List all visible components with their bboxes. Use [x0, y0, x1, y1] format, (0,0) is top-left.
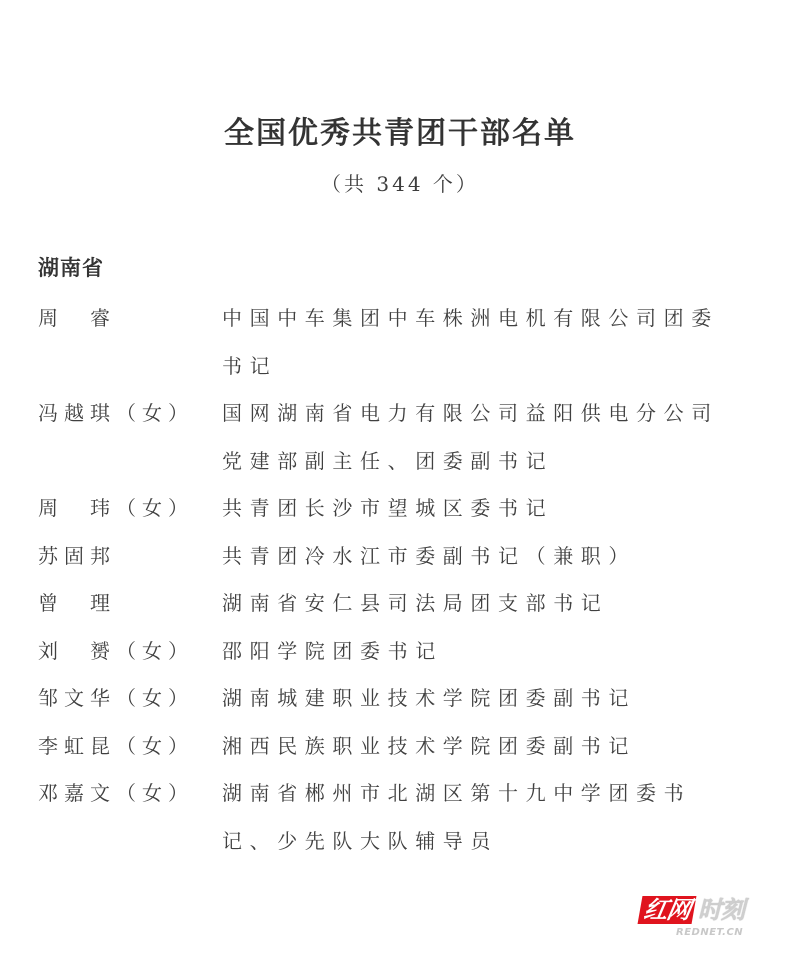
honoree-list: [0, 295, 800, 865]
rednet-watermark-logo: [640, 895, 790, 945]
list-item: [0, 628, 800, 676]
list-item: [0, 533, 800, 581]
list-item: [0, 770, 800, 865]
honoree-position: 湖南省安仁县司法局团支部书记: [222, 591, 609, 615]
honoree-position: 共青团长沙市望城区委书记: [222, 496, 554, 520]
watermark-domain: REDNET.CN: [676, 927, 744, 938]
honoree-position: 湘西民族职业技术学院团委副书记: [222, 733, 636, 758]
section-heading-province: 湖南省: [38, 256, 104, 280]
document-subtitle-count: （共 344 个）: [321, 172, 479, 196]
watermark-brand: [640, 895, 790, 925]
list-item: [0, 675, 800, 723]
list-item: [0, 390, 800, 485]
honoree-name: 周 玮（女）: [38, 496, 194, 520]
honoree-name: 曾 理: [38, 591, 116, 615]
list-item: [0, 580, 800, 628]
honoree-name: 周 睿: [38, 306, 116, 330]
watermark-brand-gray: 时刻: [698, 896, 744, 924]
honoree-name: 冯越琪（女）: [38, 401, 194, 425]
honoree-name: 邓嘉文（女）: [38, 781, 194, 805]
list-item: [0, 295, 800, 390]
honoree-position: 湖南城建职业技术学院团委副书记: [222, 686, 636, 710]
honoree-position: 共青团冷水江市委副书记（兼职）: [222, 543, 636, 568]
list-item: [0, 723, 800, 771]
honoree-name: 苏固邦: [38, 543, 116, 568]
honoree-name: 李虹昆（女）: [38, 733, 194, 758]
honoree-name: 刘 赟（女）: [38, 638, 194, 663]
honoree-position: 国网湖南省电力有限公司益阳供电分公司党建部副主任、团委副书记: [222, 401, 719, 473]
honoree-position: 湖南省郴州市北湖区第十九中学团委书记、少先队大队辅导员: [222, 781, 692, 853]
honoree-position: 邵阳学院团委书记: [222, 638, 443, 663]
honoree-position: 中国中车集团中车株洲电机有限公司团委书记: [222, 306, 719, 378]
document-title: 全国优秀共青团干部名单: [224, 116, 576, 151]
honoree-name: 邹文华（女）: [38, 686, 194, 710]
list-item: [0, 485, 800, 533]
watermark-brand-red: 红网: [638, 896, 697, 924]
